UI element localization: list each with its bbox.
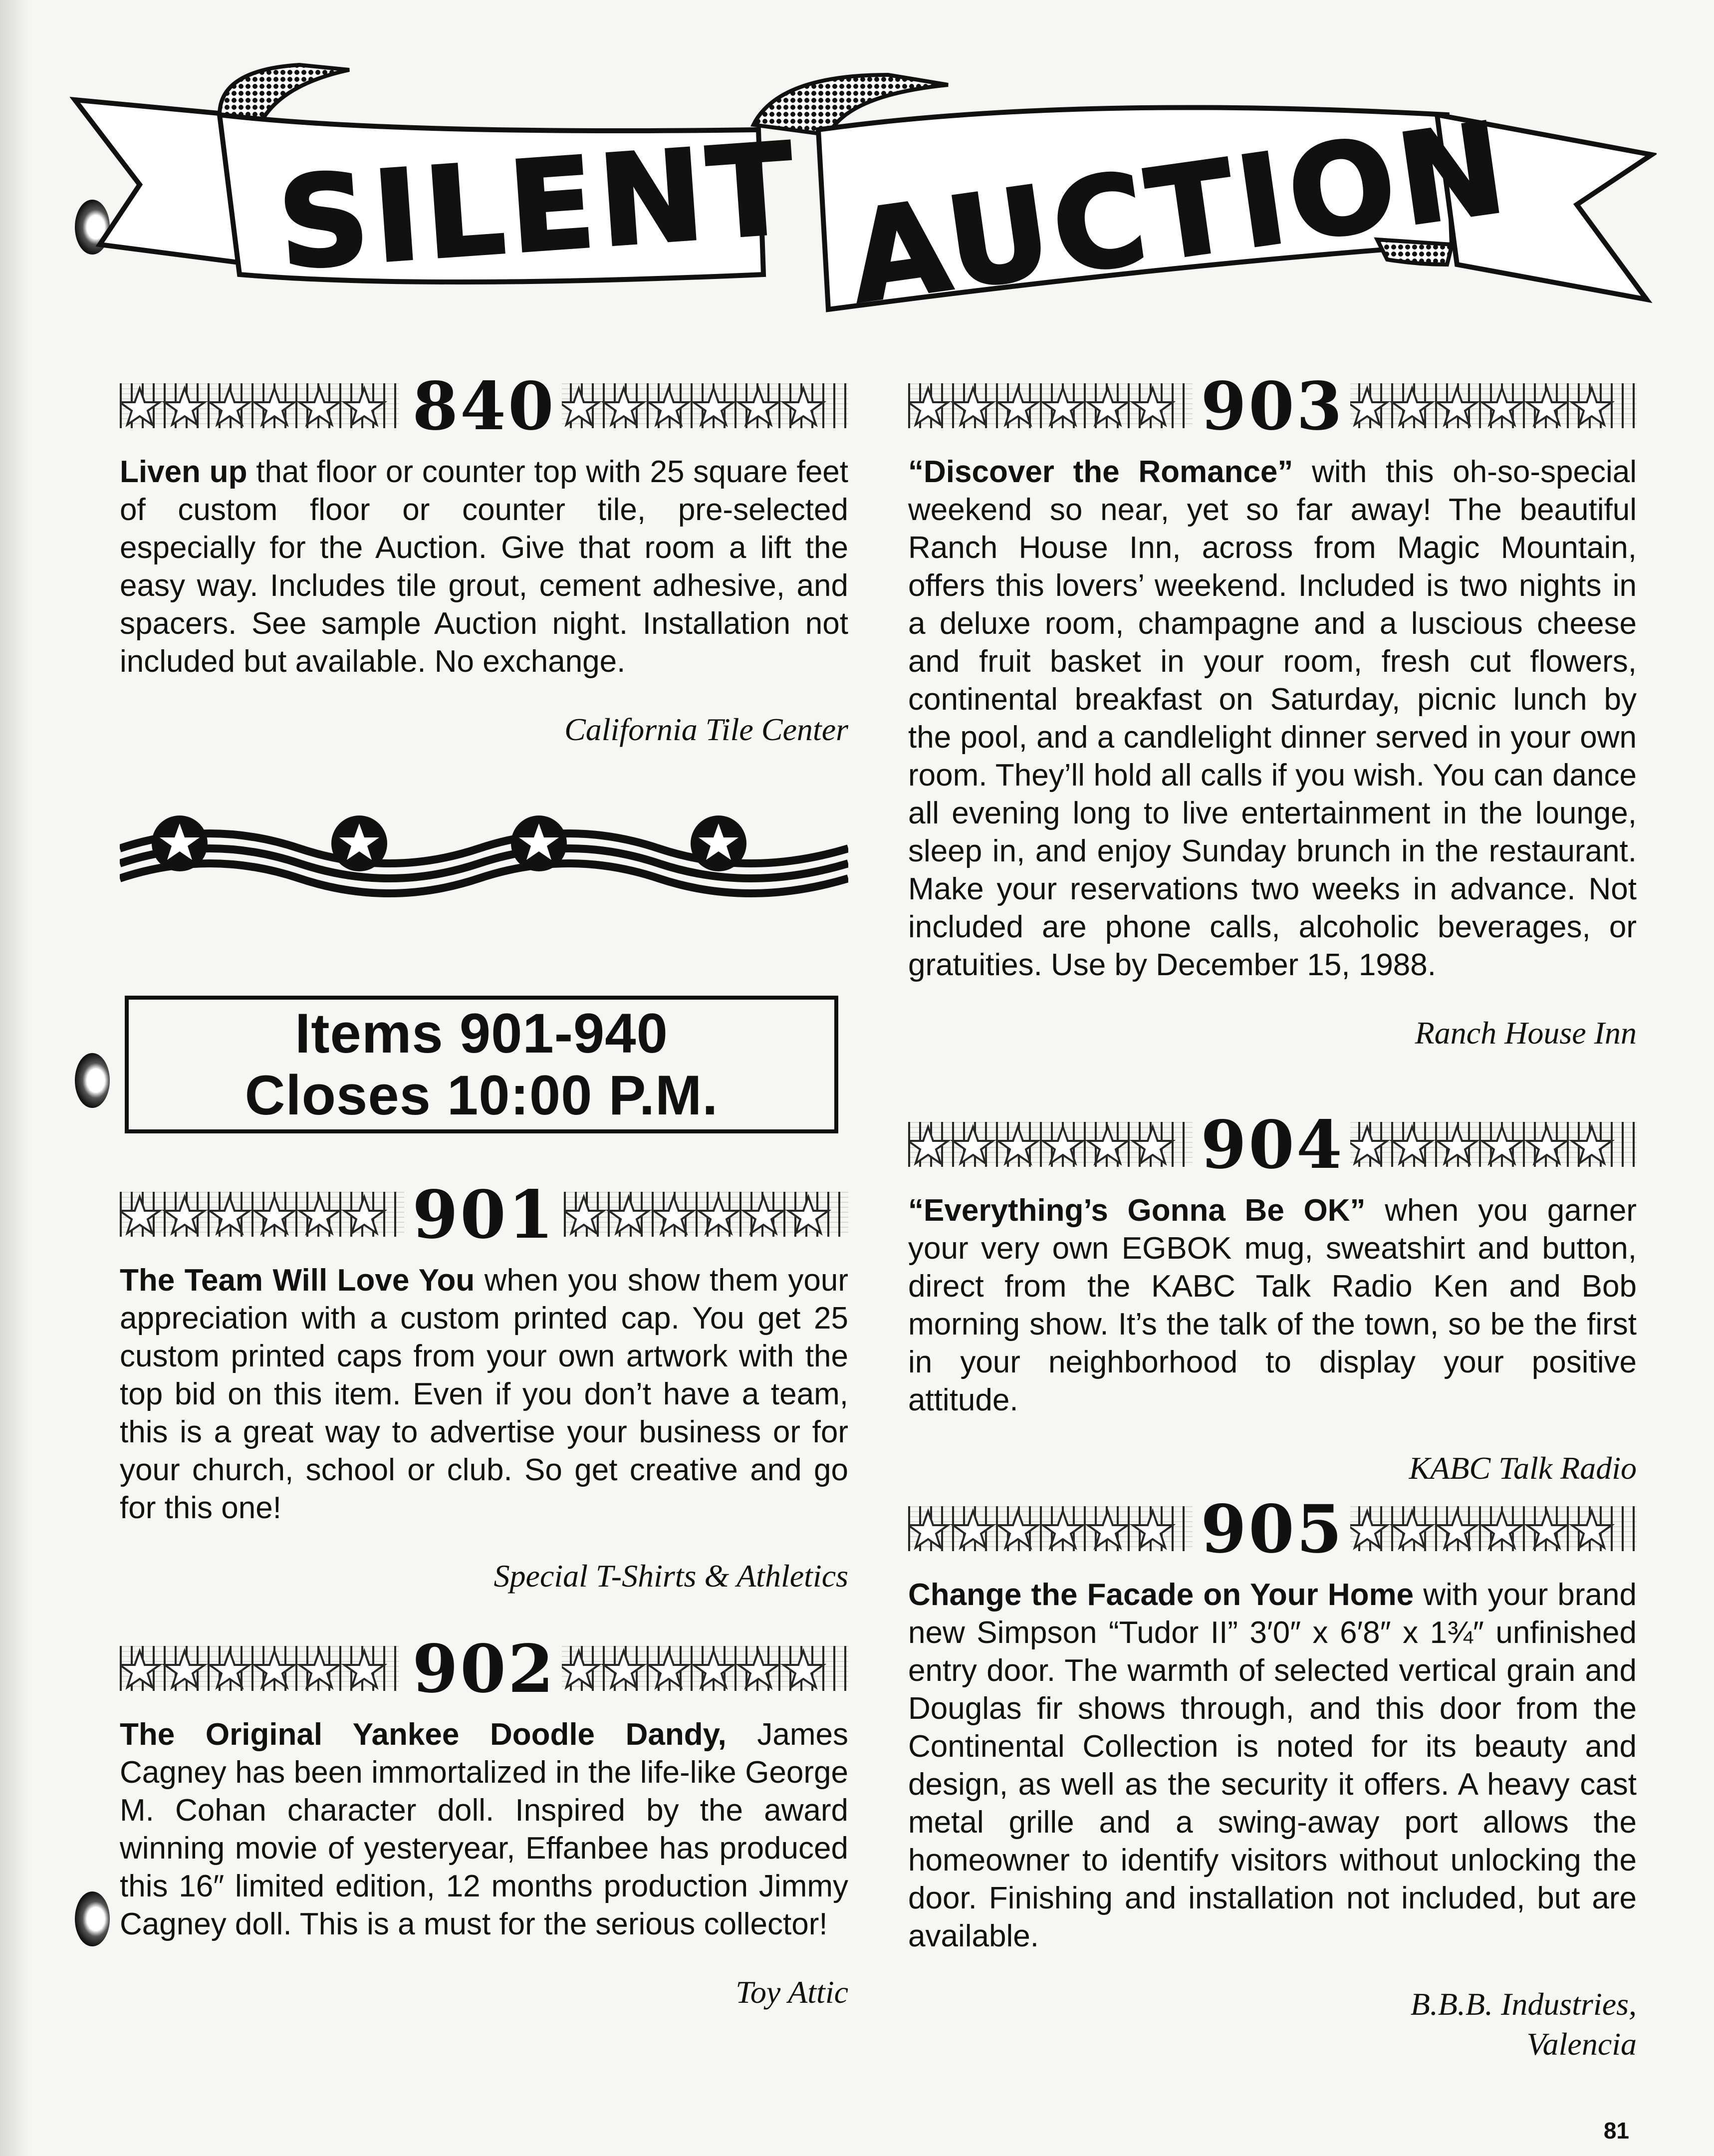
auction-item-902	[120, 1632, 848, 2012]
binder-hole-middle	[75, 1053, 110, 1108]
item-description	[120, 1716, 848, 1943]
item-901-heading	[120, 1178, 848, 1253]
item-lead: “Everything’s Gonna Be OK”	[908, 1193, 1366, 1228]
item-description	[908, 453, 1637, 984]
item-description	[908, 1192, 1637, 1419]
item-donor: Ranch House Inn	[1415, 1015, 1637, 1051]
item-lead: The Original Yankee Doodle Dandy,	[120, 1717, 727, 1752]
star-border-icon	[559, 383, 848, 428]
flag-stripe-divider	[120, 808, 848, 898]
star-border-icon	[1347, 1506, 1637, 1551]
closing-time: Closes 10:00 P.M.	[245, 1064, 719, 1126]
item-body: that floor or counter top with 25 square feet of custom floor or counter tile, pre-selected especially for the Auction. Give that room a lift the easy way. Includes tile grout, cement adhesive, and spacers. See sample Auction night. Installation not included but available. No exchange.	[120, 455, 849, 679]
item-904-heading	[908, 1108, 1637, 1183]
donor-line-1: B.B.B. Industries,	[1410, 1986, 1637, 2022]
donor-line-2: Valencia	[1526, 2026, 1637, 2062]
item-donor	[908, 1984, 1637, 2064]
item-lead: “Discover the Romance”	[908, 455, 1293, 489]
auction-item-904	[908, 1108, 1637, 1488]
star-border-icon	[1347, 1122, 1637, 1167]
item-description	[120, 1262, 848, 1527]
item-902-heading	[120, 1632, 848, 1707]
silent-auction-banner	[70, 55, 1657, 334]
star-border-icon	[908, 1122, 1193, 1167]
item-donor: KABC Talk Radio	[1409, 1450, 1637, 1486]
star-border-icon	[908, 383, 1193, 428]
star-border-icon	[120, 383, 399, 428]
item-donor: Toy Attic	[735, 1974, 848, 2010]
item-lead: Change the Facade on Your Home	[908, 1578, 1414, 1612]
item-description	[908, 1576, 1637, 1955]
auction-item-840	[120, 369, 848, 750]
banner-word-auction: AUCTION	[841, 94, 1518, 331]
auction-item-905	[908, 1492, 1637, 2064]
item-lead: The Team Will Love You	[120, 1263, 475, 1298]
item-lead: Liven up	[120, 455, 247, 489]
item-number: 904	[1195, 1108, 1350, 1183]
item-903-heading	[908, 369, 1637, 444]
auction-item-901	[120, 1178, 848, 1596]
item-number: 901	[406, 1178, 562, 1253]
item-905-heading	[908, 1492, 1637, 1567]
item-donor: Special T-Shirts & Athletics	[493, 1558, 848, 1594]
closing-time-box	[125, 996, 838, 1133]
star-border-icon	[120, 1192, 404, 1237]
item-donor: California Tile Center	[564, 712, 848, 747]
star-border-icon	[908, 1506, 1193, 1551]
page-number: 81	[1603, 2118, 1629, 2144]
item-body: when you show them your appreciation with a custom printed cap. You get 25 custom printed caps from your own artwork with the top bid on this item. Even if you don’t have a team, this is a great way to advertise your business or for your church, school or club. So get creative and go for this one!	[120, 1263, 848, 1525]
item-body: James Cagney has been immortalized in the life-like George M. Cohan character doll. Inspired by the award winning movie of yesteryear, Effanbee has produced this 16″ limited edition, 12 months production Jimmy Cagney doll. This is a must for the serious collector!	[120, 1717, 848, 1941]
star-border-icon	[120, 1646, 399, 1691]
item-840-heading	[120, 369, 848, 444]
item-number: 905	[1195, 1492, 1350, 1567]
item-number: 840	[406, 369, 562, 444]
auction-item-903	[908, 369, 1637, 1053]
item-body: with this oh-so-special weekend so near, yet so far away! The beautiful Ranch House Inn, across from Magic Mountain, offers this lovers’ weekend. Included is two nights in a deluxe room, champagne and a luscious cheese and fruit basket in your room, fresh cut flowers, continental breakfast on Saturday, picnic lunch by the pool, and a candlelight dinner served in your own room. They’ll hold all calls if you wish. You can dance all evening long to live entertainment in the lounge, sleep in, and enjoy Sunday brunch in the restaurant. Make your reservations two weeks in advance. Not included are phone calls, alcoholic beverages, or gratuities. Use by December 15, 1988.	[908, 455, 1637, 982]
item-body: when you garner your very own EGBOK mug, sweatshirt and button, direct from the KABC Talk Radio Ken and Bob morning show. It’s the talk of the town, so be the first in your neighborhood to display your positive attitude.	[908, 1193, 1637, 1417]
page-edge-shadow	[0, 0, 30, 2156]
star-border-icon	[559, 1646, 848, 1691]
item-number: 903	[1195, 369, 1350, 444]
item-description	[120, 453, 848, 681]
item-number: 902	[406, 1632, 562, 1707]
star-border-icon	[1347, 383, 1637, 428]
star-border-icon	[564, 1192, 848, 1237]
item-body: with your brand new Simpson “Tudor II” 3′0″ x 6′8″ x 1¾″ unfinished entry door. The warmth of selected vertical grain and Douglas fir shows through, and this door from the Continental Collection is noted for its beauty and design, as well as the security it offers. A heavy cast metal grille and a swing-away port allows the homeowner to identify visitors without unlocking the door. Finishing and installation not included, but are available.	[908, 1578, 1637, 1953]
closing-items-range: Items 901-940	[295, 1002, 668, 1065]
banner-word-silent: SILENT	[273, 116, 803, 297]
binder-hole-bottom	[75, 1891, 110, 1946]
